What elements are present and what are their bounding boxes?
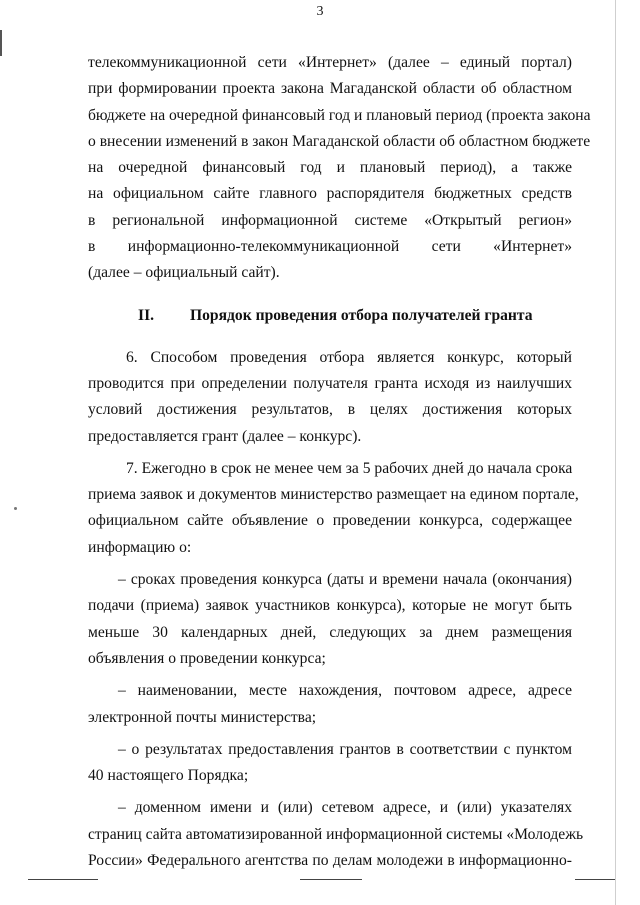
- body-text: [88, 50, 591, 874]
- list-item-line: подачи (приема) заявок участников конкурса), которые не могут быть: [88, 597, 572, 615]
- section-number: II.: [138, 306, 155, 324]
- text-line: 6. Способом проведения отбора является конкурс, который: [126, 348, 572, 366]
- list-item-line: – доменном имени и (или) сетевом адресе, и (или) указателях: [118, 799, 572, 817]
- section-title: Порядок проведения отбора получателей гранта: [190, 306, 533, 324]
- scan-right-edge: [615, 0, 616, 905]
- text-line: информацию о:: [88, 538, 192, 556]
- list-item-line: – наименовании, месте нахождения, почтовом адресе, адресе: [118, 682, 572, 700]
- list-item-line: России» Федерального агентства по делам молодежи в информационно-: [88, 852, 572, 870]
- list-item-line: электронной почты министерства;: [88, 708, 317, 726]
- text-line: бюджете на очередной финансовый год и плановый период (проекта закона: [88, 106, 591, 124]
- text-line: условий достижения результатов, в целях достижения которых: [88, 401, 572, 419]
- text-line: 7. Ежегодно в срок не менее чем за 5 рабочих дней до начала срока: [126, 459, 573, 477]
- footer-rule-segment: [28, 879, 98, 880]
- page-number: 3: [316, 4, 324, 19]
- text-line: в региональной информационной системе «Открытый регион»: [88, 211, 572, 229]
- text-line: проводится при определении получателя гранта исходя из наилучших: [88, 374, 572, 392]
- list-item-line: – сроках проведения конкурса (даты и времени начала (окончания): [118, 571, 572, 589]
- list-item-line: объявления о проведении конкурса;: [88, 649, 326, 667]
- text-line: на очередной финансовый год и плановый период), а также: [88, 159, 572, 177]
- text-line: предоставляется грант (далее – конкурс).: [88, 427, 362, 445]
- footer-rule-segment: [575, 879, 615, 880]
- text-line: телекоммуникационной сети «Интернет» (далее – единый портал): [88, 54, 572, 71]
- text-line: (далее – официальный сайт).: [88, 264, 280, 282]
- list-item-line: 40 настоящего Порядка;: [88, 767, 249, 785]
- list-item-line: меньше 30 календарных дней, следующих за днем размещения: [88, 623, 572, 641]
- text-line: о внесении изменений в закон Магаданской области об областном бюджете: [88, 132, 591, 150]
- list-item-line: страниц сайта автоматизированной информационной системы «Молодежь: [88, 825, 584, 843]
- text-line: приема заявок и документов министерство размещает на едином портале,: [88, 486, 579, 504]
- text-line: в информационно-телекоммуникационной сети «Интернет»: [88, 238, 572, 256]
- section-heading: [138, 303, 572, 329]
- footer-rule: [0, 879, 640, 881]
- footer-rule-segment: [300, 879, 362, 880]
- list-item-line: – о результатах предоставления грантов в соответствии с пунктом: [118, 740, 572, 758]
- scan-edge-mark: [0, 30, 2, 56]
- scan-speck: [14, 507, 17, 510]
- text-line: на официальном сайте главного распорядителя бюджетных средств: [88, 185, 572, 203]
- text-line: при формировании проекта закона Магаданской области об областном: [88, 80, 572, 98]
- text-line: официальном сайте объявление о проведении конкурса, содержащее: [88, 512, 572, 530]
